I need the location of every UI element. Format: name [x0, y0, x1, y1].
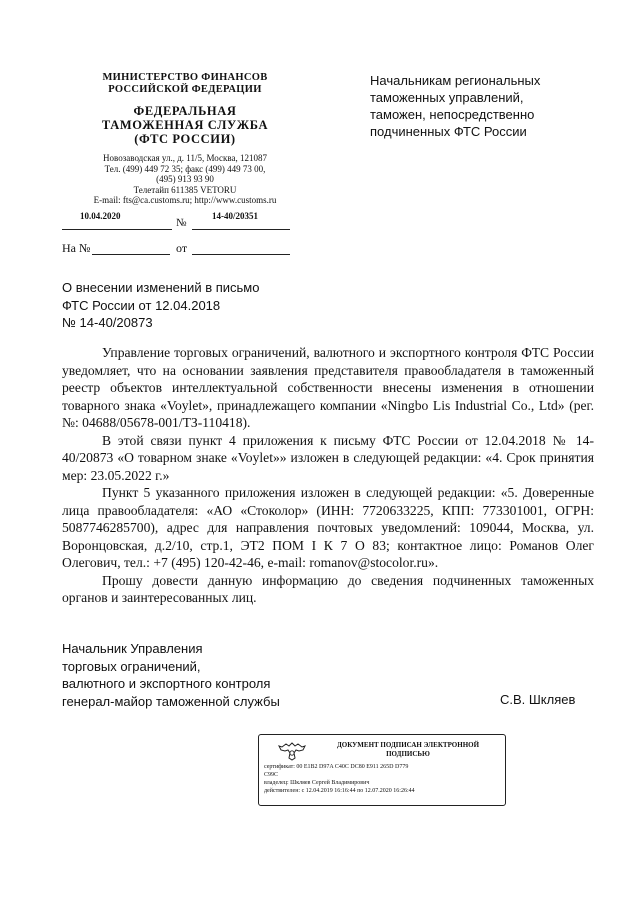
contacts-block — [60, 153, 310, 206]
phone-line: Тел. (499) 449 72 35; факс (499) 449 73 00, — [104, 163, 266, 174]
number-underline — [192, 229, 290, 230]
body-paragraph-1: Управление торговых ограничений, валютного и экспортного контроля ФТС России уведомляет, что на основании заявления представителя правообладателя в таможенный реестр объектов интеллектуальной собственности внесены изменения в отношении товарного знака «Voylet», принадлежащего компании «Ningbo Lis Industrial Co., Ltd» (рег.№: 04688/05678-001/ТЗ-110418). — [62, 345, 594, 430]
teletype-line: Телетайп 611385 VETORU — [133, 184, 237, 195]
document-number: 14-40/20351 — [212, 211, 258, 221]
eagle-emblem-icon — [277, 740, 307, 762]
service-name: ФЕДЕРАЛЬНАЯ ТАМОЖЕННАЯ СЛУЖБА (ФТС РОССИИ) — [101, 104, 269, 146]
stamp-title: ДОКУМЕНТ ПОДПИСАН ЭЛЕКТРОННОЙ ПОДПИСЬЮ — [336, 741, 480, 758]
number-label: № — [176, 217, 187, 229]
certificate-line: сертификат: 00 E1B2 D97A C40C DC80 E911 265D D779 — [264, 764, 409, 770]
address-line: Новозаводская ул., д. 11/5, Москва, 121087 — [103, 153, 267, 163]
signatory-name: С.В. Шкляев — [500, 692, 576, 707]
certificate-line-2: C99C — [264, 772, 279, 778]
signatory-position: Начальник Управления торговых ограничений, валютного и экспортного контроля генерал-майор таможенной службы — [62, 641, 280, 709]
reference-from-label: от — [176, 241, 188, 255]
date-underline — [62, 229, 172, 230]
document-date: 10.04.2020 — [80, 211, 121, 221]
email-line: E-mail: fts@ca.customs.ru; http://www.customs.ru — [93, 195, 277, 205]
owner-line: владелец: Шкляев Сергей Владимирович — [264, 780, 370, 786]
reference-number-underline — [92, 254, 170, 255]
ministry-name: МИНИСТЕРСТВО ФИНАНСОВ РОССИЙСКОЙ ФЕДЕРАЦИИ — [102, 72, 268, 95]
reference-date-underline — [192, 254, 290, 255]
body-paragraph-4: Прошу довести данную информацию до сведения подчиненных таможенных органов и заинтересованных лиц. — [62, 572, 594, 605]
phone-line-2: (495) 913 93 90 — [156, 174, 214, 184]
stamp-details — [264, 763, 500, 795]
reference-label: На № — [62, 241, 91, 255]
letter-body — [62, 344, 594, 607]
letter-subject: О внесении изменений в письмо ФТС России от 12.04.2018 № 14-40/20873 — [62, 280, 260, 330]
electronic-signature-stamp — [258, 734, 506, 806]
body-paragraph-3: Пункт 5 указанного приложения изложен в следующей редакции: «5. Доверенные лица правообладателя: «АО «Стоколор» (ИНН: 7720633225, КПП: 773301001, ОГРН: 5087746285700), адрес для направления почтовых уведомлений: 109044, Москва, ул. Воронцовская, д.2/10, стр.1, ЭТ2 ПОМ I К 7 О 83; контактное лицо: Романов Олег Олегович, тел.: +7 (495) 120-42-46, e-mail: romanov@stocolor.ru». — [62, 485, 594, 570]
body-paragraph-2: В этой связи пункт 4 приложения к письму ФТС России от 12.04.2018 № 14-40/20873 «О товарном знаке «Voylet»» изложен в следующей редакции: «4. Срок принятия мер: 23.05.2022 г.» — [62, 432, 594, 483]
validity-line: действителен: с 12.04.2019 16:16:44 по 12.07.2020 16:26:44 — [264, 788, 415, 794]
addressee: Начальникам региональных таможенных управлений, таможен, непосредственно подчиненных ФТС России — [370, 73, 541, 139]
